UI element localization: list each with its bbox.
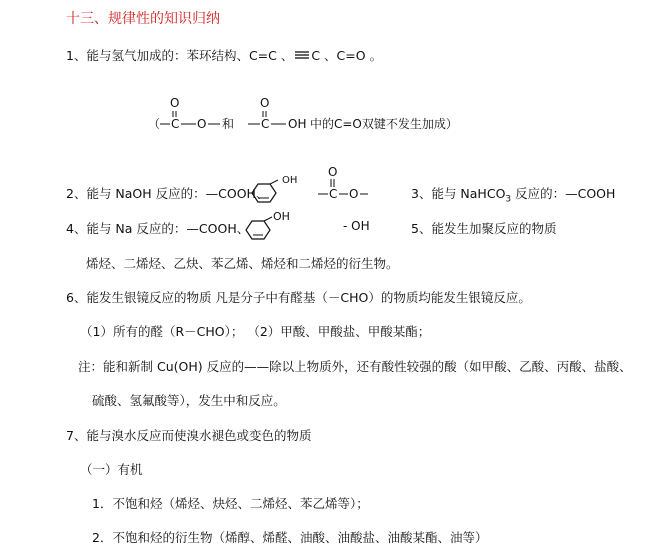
- item-1-text-a: 1、能与氢气加成的：苯环结构、C=C 、: [66, 48, 294, 63]
- item-3-tail: 反应的：—COOH: [511, 186, 616, 201]
- alcohol-oh: - OH: [343, 219, 370, 233]
- benzene-ring-icon: [252, 184, 276, 202]
- phenol-structure: [236, 209, 386, 245]
- phenol-oh-small: OH: [282, 175, 298, 186]
- note-cu-oh-cont: 硫酸、氢氟酸等），发生中和反应。: [92, 393, 286, 408]
- ester-c: C: [329, 187, 338, 201]
- note1-oh: OH: [288, 117, 307, 131]
- note1-c1: C: [171, 117, 180, 131]
- note1-c2: C: [261, 117, 270, 131]
- item-7-point-1: 1．不饱和烃（烯烃、炔烃、二烯烃、苯乙烯等）；: [92, 496, 369, 511]
- item-7-bromine-water: 7、能与溴水反应而使溴水褪色或变色的物质: [66, 428, 312, 443]
- item-7-organic: （一）有机: [80, 462, 143, 477]
- triple-bond-icon: [295, 50, 309, 60]
- item-3-nahco3: [411, 186, 615, 208]
- item-6-list: （1）所有的醛（R－CHO）； （2）甲酸、甲酸盐、甲酸某酯；: [80, 324, 431, 339]
- item-5-detail: 烯烃、二烯烃、乙炔、苯乙烯、烯烃和二烯烃的衍生物。: [86, 256, 399, 271]
- phenol-oh: OH: [273, 210, 290, 223]
- item-1-text-b: C 、C=O 。: [311, 48, 383, 63]
- note1-o-top-1: O: [170, 96, 180, 110]
- note1-o1: O: [197, 117, 207, 131]
- note1-o-top-2: O: [260, 96, 270, 110]
- item-7-point-2: 2．不饱和烃的衍生物（烯醇、烯醛、油酸、油酸盐、油酸某酯、油等）: [92, 530, 488, 545]
- note1-he: 和: [222, 117, 235, 131]
- item-3-text: 3、能与 NaHCO: [411, 186, 506, 201]
- note1-rest: 中的C=O双键不发生加成）: [310, 117, 458, 131]
- item-3-sub: 3: [505, 194, 512, 205]
- benzene-ring-icon-2: [246, 221, 270, 239]
- section-title: 十三、规律性的知识归纳: [66, 11, 220, 27]
- ester-carboxyl-note: [148, 95, 478, 140]
- item-6-silver-mirror: 6、能发生银镜反应的物质 凡是分子中有醛基（－CHO）的物质均能发生银镜反应。: [66, 290, 531, 305]
- ester-o-top: O: [328, 165, 338, 179]
- item-5-addition-polymerization: 5、能发生加聚反应的物质: [411, 221, 557, 236]
- item-1-hydrogenation: [66, 48, 382, 64]
- ester-o: O: [349, 187, 359, 201]
- note-cu-oh: 注：能和新制 Cu(OH) 反应的——除以上物质外，还有酸性较强的酸（如甲酸、乙酸、丙酸、盐酸、: [78, 359, 632, 374]
- phenol-ester-structures: [240, 165, 400, 215]
- note1-paren: （: [148, 117, 161, 131]
- item-2-naoh: 2、能与 NaOH 反应的：—COOH、: [66, 186, 269, 201]
- item-4-na: 4、能与 Na 反应的：—COOH、: [66, 221, 250, 236]
